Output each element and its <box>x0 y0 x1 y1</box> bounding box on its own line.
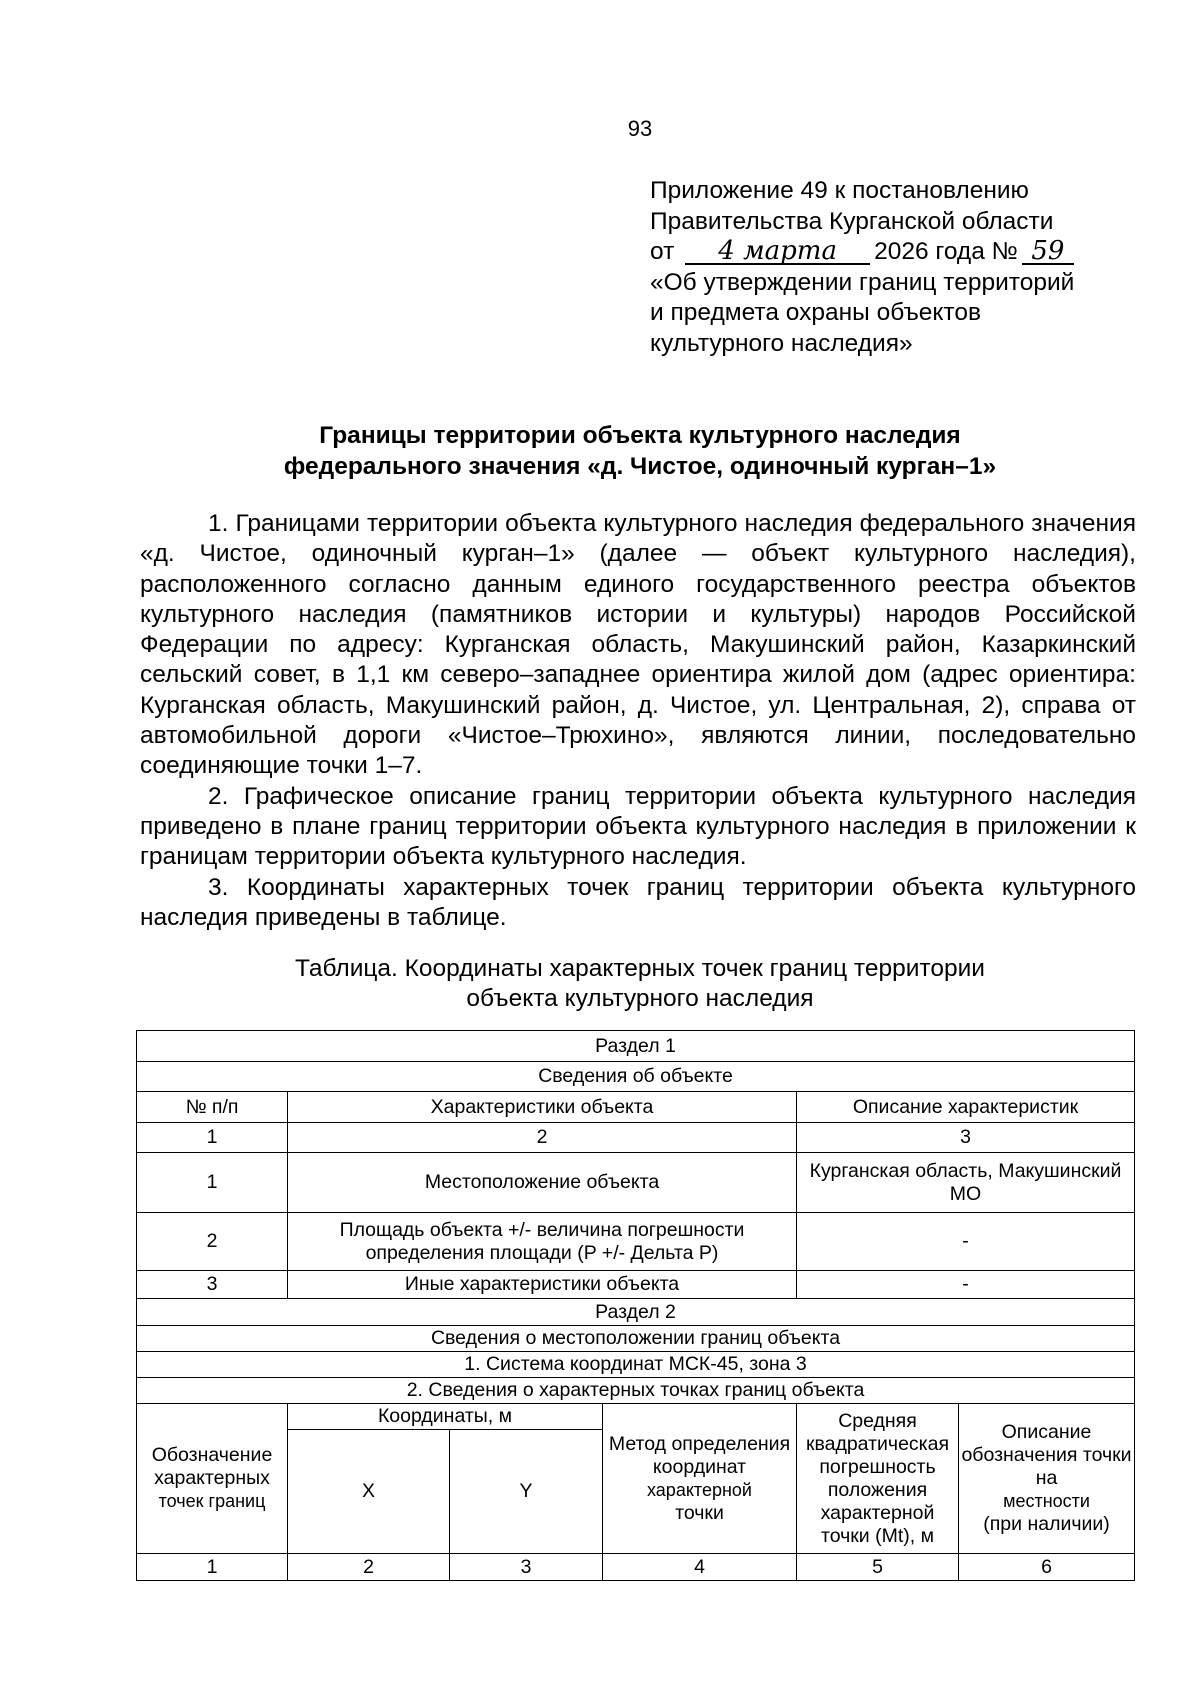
row3-description: - <box>797 1271 1135 1299</box>
section2-row <box>137 1299 1135 1326</box>
method-text: Метод определения координат <box>608 1432 791 1478</box>
table-row <box>137 1271 1135 1299</box>
row3-num: 3 <box>137 1271 288 1299</box>
points-info-row <box>137 1378 1135 1404</box>
point-desc-end-text: (при наличии) <box>983 1513 1110 1535</box>
header-description: Описание характеристик <box>797 1092 1135 1123</box>
header-num: № п/п <box>137 1092 288 1123</box>
col-header-x: X <box>288 1430 450 1554</box>
method-small-text: характерной <box>647 1479 752 1500</box>
paragraph-3: 3. Координаты характерных точек границ территории объекта культурного наследия приведены в таблице. <box>140 873 1136 931</box>
section2-cell: Раздел 2 <box>137 1299 1135 1326</box>
header-num-3: 3 <box>797 1123 1135 1153</box>
handwritten-number: 59 <box>1022 239 1074 265</box>
paragraph-2: 2. Графическое описание границ территории объекта культурного наследия приведено в плане границ территории объекта культурного наследия в приложении к границам территории объекта культурного наследия. <box>140 782 1136 871</box>
appendix-line-6: культурного наследия» <box>650 329 913 357</box>
col-header-designation <box>137 1404 288 1554</box>
col-header-point-desc <box>959 1404 1135 1554</box>
col-header-coordinates: Координаты, м <box>288 1404 603 1430</box>
table-caption-line-1: Таблица. Координаты характерных точек границ территории <box>294 955 985 982</box>
col-nums-row <box>137 1554 1135 1581</box>
title-line-1: Границы территории объекта культурного наследия <box>319 422 961 449</box>
coord-system-row <box>137 1352 1135 1378</box>
row2-characteristic: Площадь объекта +/- величина погрешности определения площади (P +/- Дельта P) <box>288 1213 797 1271</box>
title-line-2: федерального значения «д. Чистое, одиночный курган–1» <box>283 453 997 480</box>
col-num-4: 4 <box>603 1554 797 1581</box>
page-number: 93 <box>627 116 653 141</box>
section1-cell: Раздел 1 <box>137 1031 1135 1062</box>
col-num-6: 6 <box>959 1554 1135 1581</box>
row2-description: - <box>797 1213 1135 1271</box>
table-row <box>137 1213 1135 1271</box>
appendix-line-2: Правительства Курганской области <box>650 207 1054 235</box>
appendix-line-4: «Об утверждении границ территорий <box>650 268 1075 296</box>
object-info-row <box>137 1062 1135 1092</box>
header-characteristics: Характеристики объекта <box>288 1092 797 1123</box>
table-row <box>137 1153 1135 1213</box>
point-desc-text: Описание обозначения точки на <box>961 1421 1132 1489</box>
appendix-block <box>650 176 1120 359</box>
boundary-info-cell: Сведения о местоположении границ объекта <box>137 1326 1135 1352</box>
document-title <box>140 420 1140 482</box>
col-header-y: Y <box>450 1430 603 1554</box>
boundary-info-row <box>137 1326 1135 1352</box>
col-header-row-1 <box>137 1404 1135 1430</box>
year-text: 2026 года № <box>874 238 1018 265</box>
table-caption <box>140 954 1140 1014</box>
header-num-2: 2 <box>288 1123 797 1153</box>
paragraph-1: 1. Границами территории объекта культурного наследия федерального значения «д. Чистое, одиночный курган–1» (далее — объект культурного наследия), расположенного согласно данным единого государственного реестра объектов культурного наследия (памятников истории и культуры) народов Российской Федерации по адресу: Курганская область, Макушинский район, Казаркинский сельский совет, в 1,1 км северо–западнее ориентира жилой дом (адрес ориентира: Курганская область, Макушинский район, д. Чистое, ул. Центральная, 2), справа от автомобильной дороги «Чистое–Трюхино», являются линии, последовательно соединяющие точки 1–7. <box>140 510 1136 780</box>
appendix-date-line <box>650 237 1120 268</box>
col-num-3: 3 <box>450 1554 603 1581</box>
designation-small-text: точек границ <box>158 1491 266 1511</box>
row1-characteristic: Местоположение объекта <box>288 1153 797 1213</box>
header-row <box>137 1092 1135 1123</box>
row1-description: Курганская область, Макушинский МО <box>797 1153 1135 1213</box>
appendix-line-5: и предмета охраны объектов <box>650 299 981 326</box>
col-num-2: 2 <box>288 1554 450 1581</box>
handwritten-date: 4 марта <box>685 239 870 265</box>
row3-characteristic: Иные характеристики объекта <box>288 1271 797 1299</box>
col-header-method <box>603 1404 797 1554</box>
date-prefix: от <box>650 238 675 265</box>
method-end-text: точки <box>675 1501 724 1524</box>
section1-row <box>137 1031 1135 1062</box>
coord-system-cell: 1. Система координат МСК-45, зона 3 <box>137 1352 1135 1378</box>
object-info-cell: Сведения об объекте <box>137 1062 1135 1092</box>
body-text <box>140 509 1136 933</box>
points-info-cell: 2. Сведения о характерных точках границ объекта <box>137 1378 1135 1404</box>
col-num-5: 5 <box>797 1554 959 1581</box>
designation-text: Обозначение характерных <box>151 1444 273 1489</box>
header-num-1: 1 <box>137 1123 288 1153</box>
col-header-error: Средняя квадратическая погрешность положения характерной точки (Mt), м <box>797 1404 959 1554</box>
row2-num: 2 <box>137 1213 288 1271</box>
point-desc-small-text: местности <box>1003 1491 1090 1511</box>
row1-num: 1 <box>137 1153 288 1213</box>
col-num-1: 1 <box>137 1554 288 1581</box>
coordinates-table <box>136 1030 1135 1581</box>
table-caption-line-2: объекта культурного наследия <box>466 985 814 1012</box>
appendix-line-1: Приложение 49 к постановлению <box>650 177 1029 204</box>
header-nums-row <box>137 1123 1135 1153</box>
